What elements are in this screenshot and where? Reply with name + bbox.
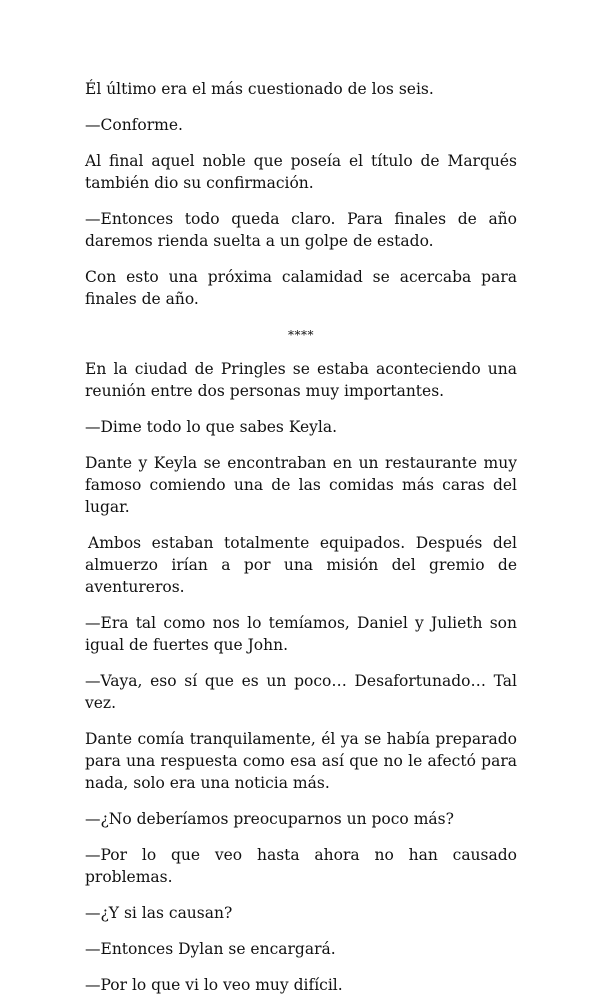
paragraph: Ambos estaban totalmente equipados. Después del almuerzo irían a por una misión del gremio de aventureros. [85, 534, 517, 596]
paragraph: Él último era el más cuestionado de los seis. [85, 80, 434, 98]
paragraph: Con esto una próxima calamidad se acercaba para finales de año. [85, 268, 517, 308]
dialogue-line: —Por lo que veo hasta ahora no han causado problemas. [85, 846, 517, 886]
dialogue-line: —Vaya, eso sí que es un poco… Desafortunado… Tal vez. [85, 672, 517, 712]
dialogue-line: —Dime todo lo que sabes Keyla. [85, 418, 338, 436]
dialogue-line: —Conforme. [85, 116, 183, 134]
dialogue-line: —Por lo que vi lo veo muy difícil. [85, 976, 343, 994]
dialogue-line: —Era tal como nos lo temíamos, Daniel y Julieth son igual de fuertes que John. [85, 614, 517, 654]
dialogue-line: —¿Y si las causan? [85, 904, 233, 922]
paragraph: Al final aquel noble que poseía el título de Marqués también dio su confirmación. [85, 152, 517, 192]
dialogue-line: —Entonces Dylan se encargará. [85, 940, 336, 958]
paragraph: Dante y Keyla se encontraban en un restaurante muy famoso comiendo una de las comidas más caras del lugar. [85, 454, 517, 516]
paragraph: En la ciudad de Pringles se estaba aconteciendo una reunión entre dos personas muy importantes. [85, 360, 517, 400]
dialogue-line: —Entonces todo queda claro. Para finales de año daremos rienda suelta a un golpe de estado. [85, 210, 517, 250]
dialogue-line: —¿No deberíamos preocuparnos un poco más? [85, 810, 454, 828]
paragraph: Dante comía tranquilamente, él ya se había preparado para una respuesta como esa así que no le afectó para nada, solo era una noticia más. [85, 730, 517, 792]
scene-separator: **** [288, 328, 314, 342]
